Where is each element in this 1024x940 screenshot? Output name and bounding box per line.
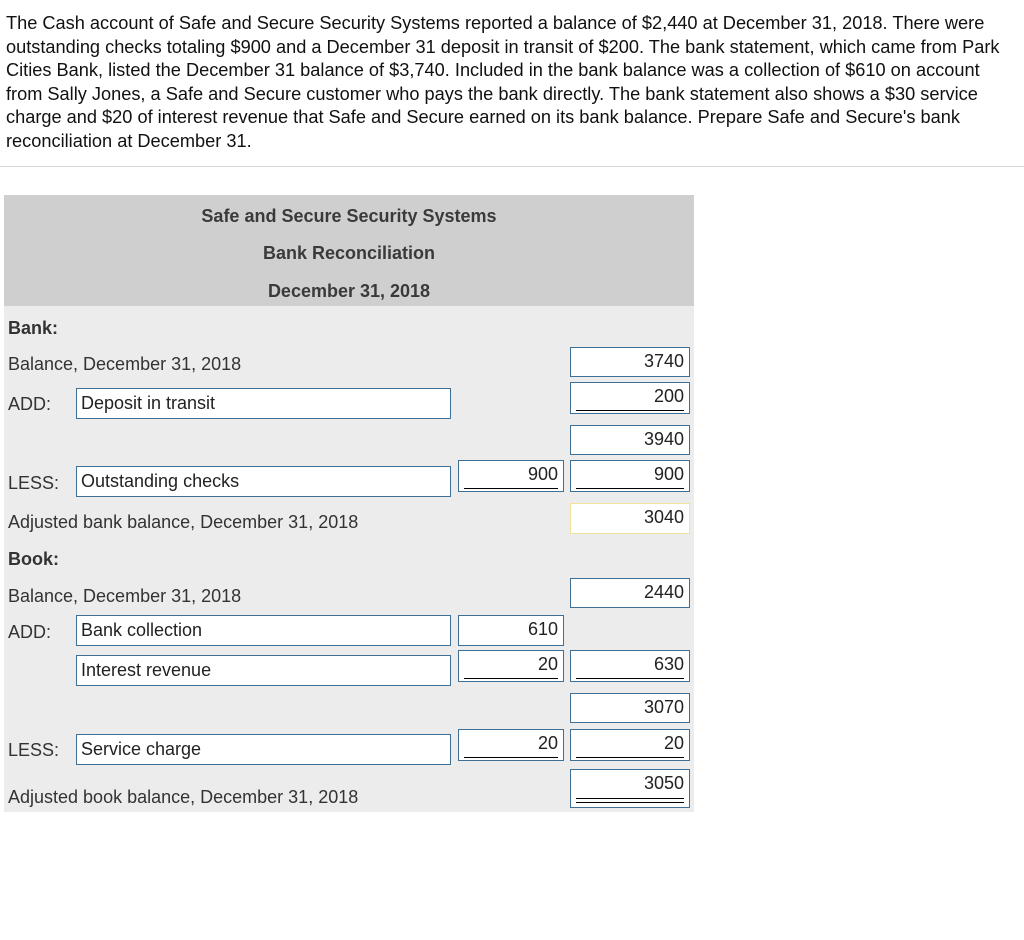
bank-add-item-input[interactable]: Deposit in transit — [76, 388, 451, 419]
statement-date: December 31, 2018 — [267, 281, 431, 301]
underline — [464, 757, 558, 758]
underline — [576, 678, 684, 679]
book-heading: Book: — [8, 549, 59, 569]
underline — [576, 757, 684, 758]
book-add-item1-input[interactable]: Bank collection — [76, 615, 451, 646]
double-underline-bottom — [576, 802, 684, 803]
bank-add-label: ADD: — [8, 394, 52, 414]
bank-less-amount-input[interactable]: 900 — [458, 460, 564, 492]
bank-balance-label: Balance, December 31, 2018 — [8, 354, 242, 374]
bank-balance-input[interactable]: 3740 — [570, 347, 690, 377]
underline — [464, 678, 558, 679]
statement-title: Bank Reconciliation — [262, 243, 436, 263]
book-balance-input[interactable]: 2440 — [570, 578, 690, 608]
underline — [576, 410, 684, 411]
book-balance-label: Balance, December 31, 2018 — [8, 586, 242, 606]
adjusted-book-input[interactable]: 3050 — [570, 769, 690, 808]
book-add-total-input[interactable]: 630 — [570, 650, 690, 682]
adjusted-bank-input[interactable]: 3040 — [570, 503, 690, 534]
book-less-label: LESS: — [8, 740, 60, 760]
adjusted-bank-label: Adjusted bank balance, December 31, 2018 — [8, 512, 359, 532]
bank-subtotal-input[interactable]: 3940 — [570, 425, 690, 455]
book-less-amount-input[interactable]: 20 — [458, 729, 564, 761]
bank-less-total-input[interactable]: 900 — [570, 460, 690, 492]
double-underline-top — [576, 798, 684, 799]
book-add-amount1-input[interactable]: 610 — [458, 615, 564, 646]
book-add-item2-input[interactable]: Interest revenue — [76, 655, 451, 686]
divider — [0, 166, 1024, 167]
book-subtotal-input[interactable]: 3070 — [570, 693, 690, 723]
book-less-item-input[interactable]: Service charge — [76, 734, 451, 765]
book-add-amount2-input[interactable]: 20 — [458, 650, 564, 682]
underline — [464, 488, 558, 489]
book-add-label: ADD: — [8, 622, 52, 642]
bank-heading: Bank: — [8, 318, 59, 338]
bank-less-item-input[interactable]: Outstanding checks — [76, 466, 451, 497]
company-name: Safe and Secure Security Systems — [201, 206, 497, 226]
adjusted-book-label: Adjusted book balance, December 31, 2018 — [8, 787, 359, 807]
underline — [576, 488, 684, 489]
bank-less-label: LESS: — [8, 473, 60, 493]
problem-statement: The Cash account of Safe and Secure Security Systems reported a balance of $2,440 at December 31, 2018. There were outstanding checks totaling $900 and a December 31 deposit in transit of $200. The bank statement, which came from Park Cities Bank, listed the December 31 balance of $3,740. Included in the bank balance was a collection of $610 on account from Sally Jones, a Safe and Secure customer who pays the bank directly. The bank statement also shows a $30 service charge and $20 of interest revenue that Safe and Secure earned on its bank balance. Prepare Safe and Secure's bank reconciliation at December 31. — [6, 13, 1000, 151]
book-less-total-input[interactable]: 20 — [570, 729, 690, 761]
bank-add-value-input[interactable]: 200 — [570, 382, 690, 414]
